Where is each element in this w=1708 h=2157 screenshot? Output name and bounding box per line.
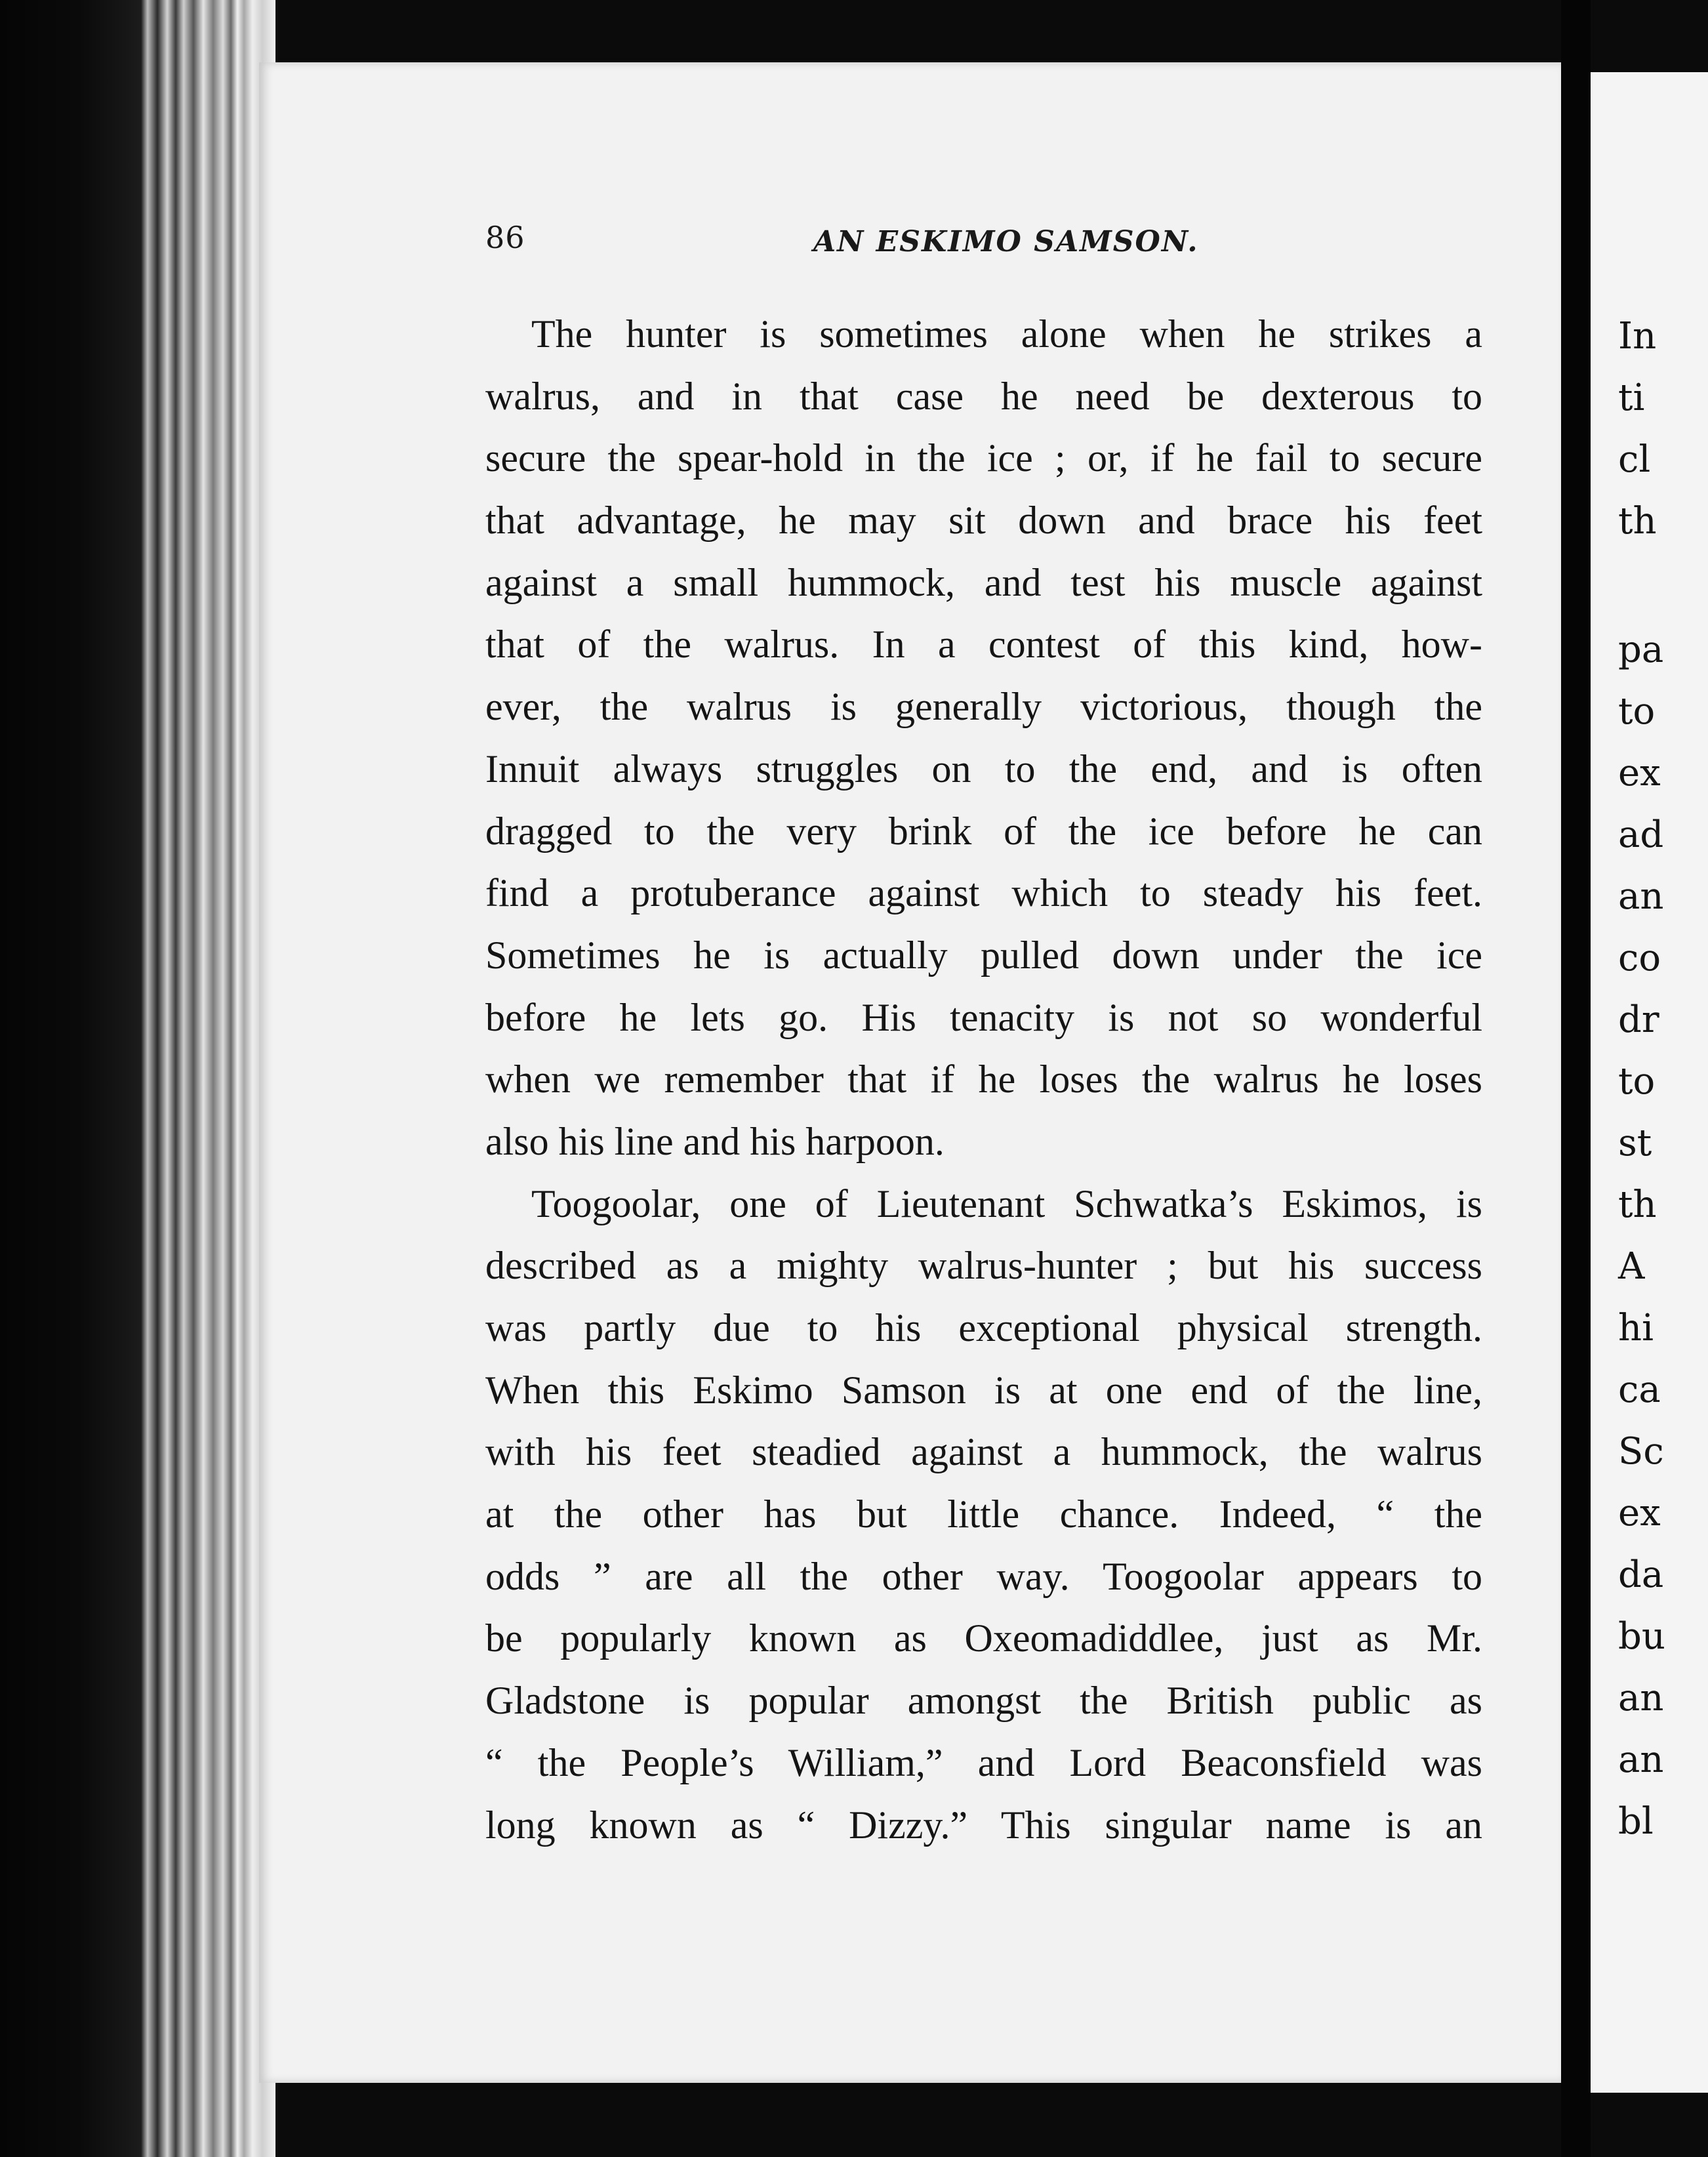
text-line: When this Eskimo Samson is at one end of the line, bbox=[485, 1368, 1482, 1412]
facing-text-fragment: dr bbox=[1618, 998, 1659, 1041]
text-line: odds ” are all the other way. Toogoolar appears to bbox=[485, 1554, 1482, 1598]
page-number: 86 bbox=[485, 220, 525, 255]
facing-text-fragment: hi bbox=[1618, 1307, 1654, 1349]
text-line: at the other has but little chance. Indeed, “ the bbox=[485, 1492, 1482, 1536]
text-line: walrus, and in that case he need be dexterous to bbox=[485, 374, 1482, 418]
facing-text-fragment: bl bbox=[1618, 1800, 1654, 1843]
text-line: long known as “ Dizzy.” This singular name is an bbox=[485, 1803, 1482, 1847]
book-binding-edge bbox=[0, 0, 275, 2157]
facing-text-fragment: an bbox=[1618, 1738, 1664, 1781]
facing-page-edge bbox=[1591, 72, 1708, 2093]
facing-text-fragment: st bbox=[1618, 1122, 1652, 1164]
text-line: Toogoolar, one of Lieutenant Schwatka’s Eskimos, is bbox=[531, 1181, 1482, 1225]
text-line: that of the walrus. In a contest of this kind, how- bbox=[485, 623, 1482, 667]
running-head bbox=[485, 220, 1482, 272]
facing-text-fragment: to bbox=[1618, 1060, 1656, 1103]
body-text bbox=[485, 303, 1482, 1856]
text-line: also his line and his harpoon. bbox=[485, 1119, 945, 1163]
text-line: dragged to the very brink of the ice before he can bbox=[485, 809, 1482, 853]
running-title: AN ESKIMO SAMSON. bbox=[813, 225, 1199, 258]
text-line: be popularly known as Oxeomadiddlee, just as Mr. bbox=[485, 1616, 1482, 1660]
text-line: Innuit always struggles on to the end, and is often bbox=[485, 747, 1482, 791]
facing-text-fragment: th bbox=[1618, 1183, 1657, 1226]
facing-text-fragment: an bbox=[1618, 1677, 1664, 1719]
text-line: The hunter is sometimes alone when he strikes a bbox=[531, 312, 1482, 356]
text-line: described as a mighty walrus-hunter ; but his success bbox=[485, 1244, 1482, 1288]
facing-text-fragment: ca bbox=[1618, 1368, 1661, 1411]
facing-text-fragment: an bbox=[1618, 875, 1664, 918]
facing-text-fragment: In bbox=[1618, 315, 1657, 358]
paragraph-2 bbox=[485, 1173, 1482, 1857]
facing-text-fragment: pa bbox=[1618, 628, 1664, 671]
text-line: was partly due to his exceptional physical strength. bbox=[485, 1306, 1482, 1349]
facing-text-fragment: da bbox=[1618, 1553, 1664, 1596]
facing-text-fragment: th bbox=[1618, 500, 1657, 543]
facing-text-fragment: co bbox=[1618, 937, 1661, 979]
text-line: with his feet steadied against a hummock, the walrus bbox=[485, 1430, 1482, 1474]
facing-text-fragment: ad bbox=[1618, 813, 1664, 856]
facing-text-fragment: A bbox=[1618, 1245, 1645, 1288]
book-gutter bbox=[1561, 0, 1591, 2157]
facing-text-fragment: ex bbox=[1618, 1492, 1661, 1534]
paragraph-1 bbox=[485, 303, 1482, 1173]
facing-text-fragment: to bbox=[1618, 690, 1656, 733]
text-line: Gladstone is popular amongst the British public as bbox=[485, 1679, 1482, 1723]
facing-text-fragment: cl bbox=[1618, 438, 1651, 481]
facing-text-fragment: bu bbox=[1618, 1615, 1665, 1658]
text-line: secure the spear-hold in the ice ; or, if he fail to secure bbox=[485, 436, 1482, 480]
text-line: ever, the walrus is generally victorious, though the bbox=[485, 685, 1482, 729]
text-line: that advantage, he may sit down and brace his feet bbox=[485, 499, 1482, 543]
text-line: before he lets go. His tenacity is not so wonderful bbox=[485, 995, 1482, 1039]
text-line: “ the People’s William,” and Lord Beaconsfield was bbox=[485, 1740, 1482, 1784]
text-line: Sometimes he is actually pulled down under the ice bbox=[485, 933, 1482, 977]
facing-text-fragment: ti bbox=[1618, 377, 1645, 419]
facing-text-fragment: Sc bbox=[1618, 1430, 1664, 1473]
text-line: against a small hummock, and test his muscle against bbox=[485, 560, 1482, 604]
facing-text-fragment: ex bbox=[1618, 752, 1661, 794]
text-line: find a protuberance against which to steady his feet. bbox=[485, 871, 1482, 915]
text-line: when we remember that if he loses the walrus he loses bbox=[485, 1058, 1482, 1101]
